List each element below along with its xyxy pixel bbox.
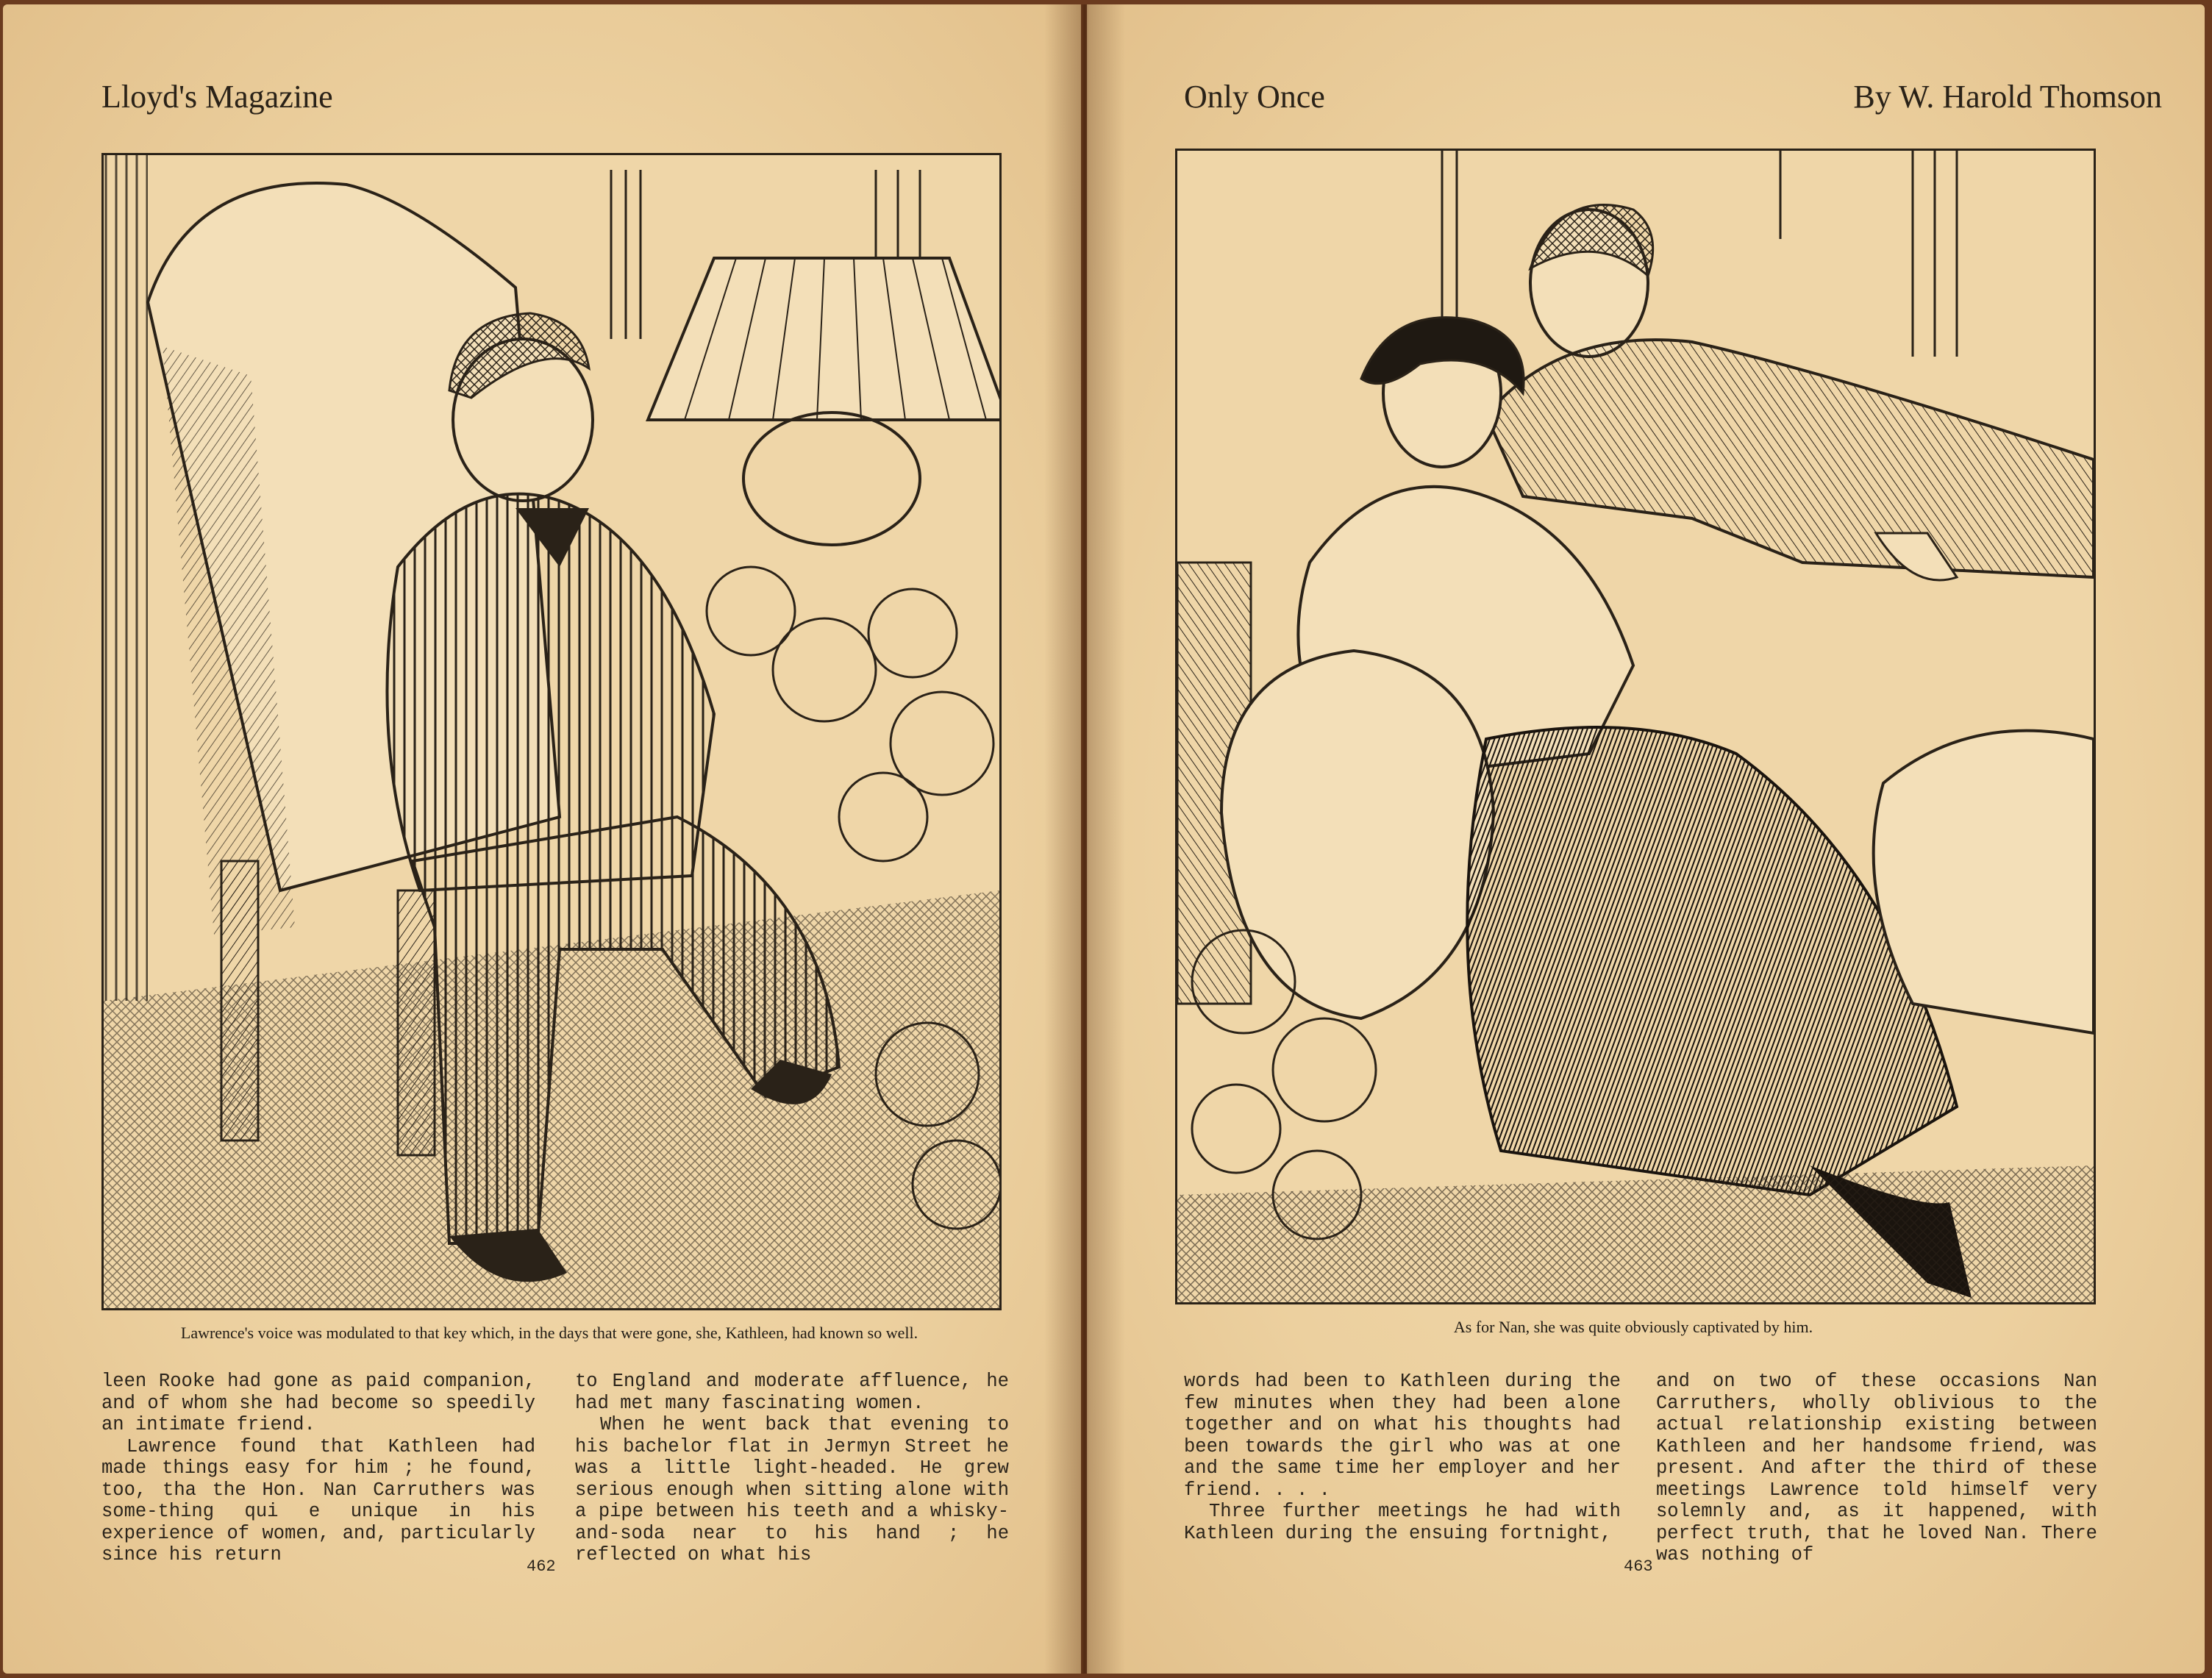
paragraph: and on two of these occasions Nan Carruthers, wholly oblivious to the actual relationship existing between Kathleen and her handsome friend, was present. And after the third of these meetings Lawrence told himself very solemnly and, as it happened, with perfect truth, that he loved Nan. There was nothing of [1656, 1371, 2097, 1565]
illustration-caption: As for Nan, she was quite obviously captivated by him. [1453, 1318, 1813, 1336]
book-gutter [1044, 4, 1125, 1674]
illustration-lawrence-in-chair [101, 153, 1002, 1310]
pen-drawing-two-women [1177, 151, 2094, 1302]
paragraph: to England and moderate affluence, he had met many fascinating women. [575, 1371, 1009, 1414]
right-page [1087, 4, 2205, 1674]
illustration-caption: Lawrence's voice was modulated to that key which, in the days that were gone, she, Kathleen, had known so well. [180, 1324, 918, 1342]
paragraph: words had been to Kathleen during the few minutes when they had been alone together and on what his thoughts had been towards the girl who was at one and the same time her employer and her friend. . . . [1184, 1371, 1621, 1501]
text-column-1 [101, 1371, 535, 1566]
page-number: 462 [527, 1557, 556, 1576]
text-column-2 [575, 1371, 1009, 1566]
paragraph: Lawrence found that Kathleen had made things easy for him ; he found, too, tha the Hon. Nan Carruthers was some-thing qui e unique in his experience of women, and, particularly since his return [101, 1435, 535, 1565]
paragraph: When he went back that evening to his bachelor flat in Jermyn Street he was a little light-headed. He grew serious enough when sitting alone with a pipe between his teeth and a whisky-and-soda near to his hand ; he reflected on what his [575, 1414, 1009, 1565]
running-head-author: By W. Harold Thomson [1853, 79, 2162, 115]
running-head-title: Only Once [1184, 79, 1325, 115]
text-column-2 [1656, 1371, 2097, 1566]
running-head-magazine: Lloyd's Magazine [101, 79, 333, 115]
pen-drawing-man-seated [104, 155, 999, 1308]
paragraph: leen Rooke had gone as paid companion, and of whom she had become so speedily an intimate friend. [101, 1371, 535, 1435]
text-column-1 [1184, 1371, 1621, 1544]
page-number: 463 [1624, 1557, 1653, 1576]
left-page [3, 4, 1081, 1674]
paragraph: Three further meetings he had with Kathleen during the ensuing fortnight, [1184, 1501, 1621, 1544]
illustration-nan-and-kathleen [1175, 149, 2096, 1304]
